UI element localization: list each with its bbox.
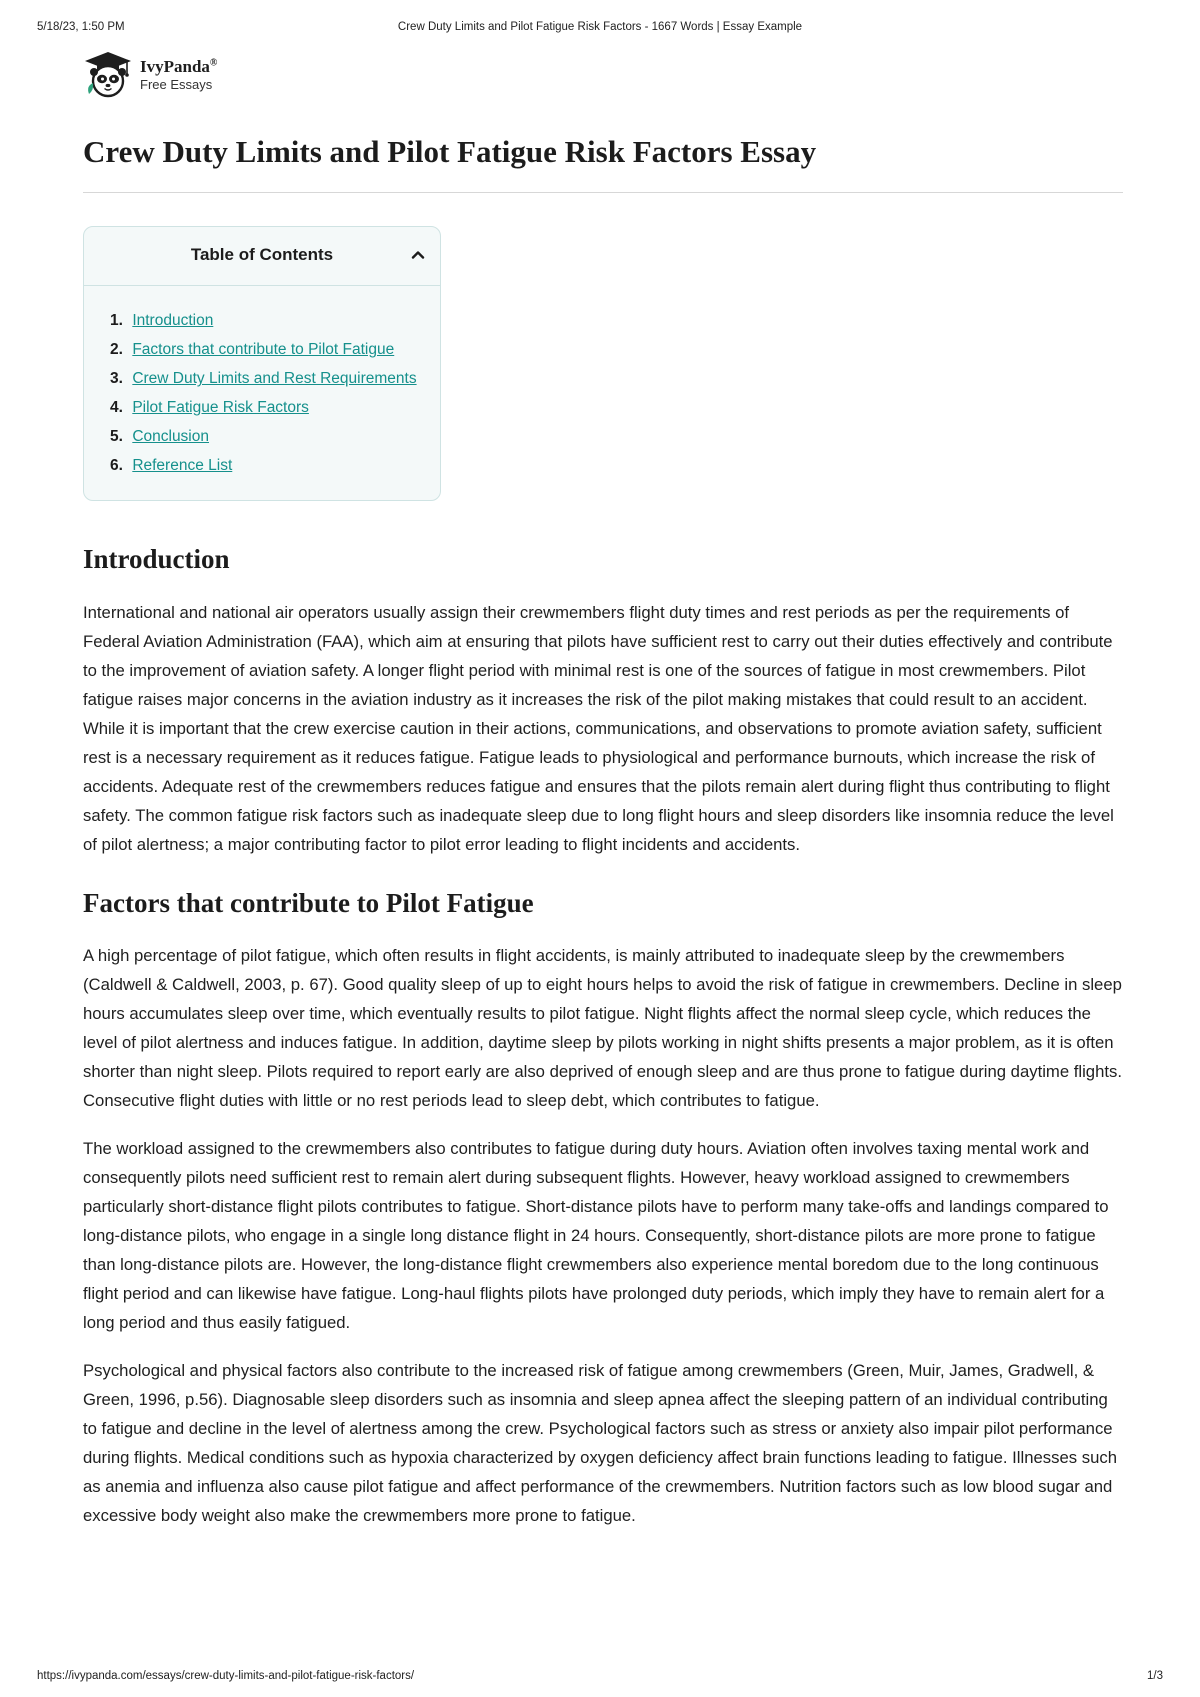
toc-item — [110, 393, 440, 422]
logo-brand-name: IvyPanda® — [140, 56, 218, 76]
page-title: Crew Duty Limits and Pilot Fatigue Risk Factors Essay — [83, 134, 817, 169]
toc-list — [84, 286, 440, 500]
toc-item-number: 6. — [110, 457, 123, 475]
toc-item — [110, 451, 440, 480]
toc-link-factors[interactable]: Factors that contribute to Pilot Fatigue — [132, 341, 395, 359]
paragraph: The workload assigned to the crewmembers also contributes to fatigue during duty hours. Aviation often involves taxing mental work and consequently pilots need sufficient rest to remain alert during subsequent flights. However, heavy workload assigned to crewmembers particularly short-distance flight pilots contributes to fatigue. Short-distance pilots have to perform many take-offs and landings compared to long-distance pilots, who engage in a single long distance flight in 24 hours. Consequently, short-distance pilots are more prone to fatigue than long-distance pilots are. However, the long-distance flight crewmembers also experience mental boredom due to the long continuous flight period and can likewise have fatigue. Long-haul flights pilots have prolonged duty periods, which imply they have to remain alert for a long period and thus easily fatigued. — [83, 1138, 1109, 1332]
print-document-title: Crew Duty Limits and Pilot Fatigue Risk Factors - 1667 Words | Essay Example — [397, 21, 803, 33]
section-heading-factors: Factors that contribute to Pilot Fatigue — [83, 887, 534, 918]
print-header — [37, 21, 1163, 37]
paragraph: A high percentage of pilot fatigue, which often results in flight accidents, is mainly attributed to inadequate sleep by the crewmembers (Caldwell & Caldwell, 2003, p. 67). Good quality sleep of up to eight hours helps to avoid the risk of fatigue in crewmembers. Decline in sleep hours accumulates sleep over time, which eventually results to pilot fatigue. Night flights affect the normal sleep cycle, which reduces the level of pilot alertness and induces fatigue. In addition, daytime sleep by pilots working in night shifts presents a major problem, as it is often shorter than night sleep. Pilots required to report early are also deprived of enough sleep and are thus prone to fatigue during daytime flights. Consecutive flight duties with little or no rest periods lead to sleep debt, which contributes to fatigue. — [83, 945, 1122, 1110]
print-footer — [37, 1670, 1163, 1686]
print-url[interactable]: https://ivypanda.com/essays/crew-duty-limits-and-pilot-fatigue-risk-factors/ — [37, 1670, 415, 1682]
toc-link-reference-list[interactable]: Reference List — [132, 457, 233, 475]
toc-item — [110, 422, 440, 451]
toc-header — [84, 227, 440, 286]
toc-item — [110, 306, 440, 335]
toc-item-number: 5. — [110, 428, 123, 446]
toc-link-risk-factors[interactable]: Pilot Fatigue Risk Factors — [132, 399, 309, 417]
print-page-number: 1/3 — [1147, 1670, 1163, 1682]
logo-subtitle: Free Essays — [140, 76, 213, 92]
paragraph: Psychological and physical factors also contribute to the increased risk of fatigue among crewmembers (Green, Muir, James, Gradwell, & Green, 1996, p.56). Diagnosable sleep disorders such as insomnia and sleep apnea affect the sleeping pattern of an individual contributing to fatigue and decline in the level of alertness among the crew. Psychological factors such as stress or anxiety also impair pilot performance during flights. Medical conditions such as hypoxia characterized by oxygen deficiency affect brain functions leading to fatigue. Illnesses such as anemia and influenza also cause pilot fatigue and affect performance of the crewmembers. Nutrition factors such as low blood sugar and excessive body weight also make the crewmembers more prone to fatigue. — [83, 1360, 1117, 1525]
toc-link-crew-duty-limits[interactable]: Crew Duty Limits and Rest Requirements — [132, 370, 417, 388]
toc-link-introduction[interactable]: Introduction — [132, 312, 214, 330]
toc-item-number: 3. — [110, 370, 123, 388]
table-of-contents — [83, 226, 441, 501]
toc-item-number: 2. — [110, 341, 123, 359]
toc-item-number: 4. — [110, 399, 123, 417]
chevron-up-icon[interactable] — [410, 247, 426, 263]
toc-item-number: 1. — [110, 312, 123, 330]
paragraph: International and national air operators usually assign their crewmembers flight duty times and rest periods as per the requirements of Federal Aviation Administration (FAA), which aim at ensuring that pilots have sufficient rest to carry out their duties effectively and contribute to the improvement of aviation safety. A longer flight period with minimal rest is one of the sources of fatigue in most crewmembers. Pilot fatigue raises major concerns in the aviation industry as it increases the risk of the pilot making mistakes that could result to an accident. While it is important that the crew exercise caution in their actions, communications, and observations to promote aviation safety, sufficient rest is a necessary requirement as it reduces fatigue. Fatigue leads to physiological and performance burnouts, which increase the risk of accidents. Adequate rest of the crewmembers reduces fatigue and ensures that the pilots remain alert during flight thus contributing to flight safety. The common fatigue risk factors such as inadequate sleep due to long flight hours and sleep disorders like insomnia reduce the level of pilot alertness; a major contributing factor to pilot error leading to flight incidents and accidents. — [83, 602, 1114, 854]
toc-link-conclusion[interactable]: Conclusion — [132, 428, 209, 446]
toc-item — [110, 364, 440, 393]
toc-item — [110, 335, 440, 364]
section-heading-introduction: Introduction — [83, 544, 230, 575]
title-divider — [83, 192, 1123, 193]
essay-content — [83, 50, 1123, 1530]
toc-title: Table of Contents — [190, 245, 334, 265]
site-logo[interactable] — [83, 50, 1123, 98]
panda-graduate-icon — [83, 50, 133, 98]
print-datetime: 5/18/23, 1:50 PM — [37, 21, 125, 33]
